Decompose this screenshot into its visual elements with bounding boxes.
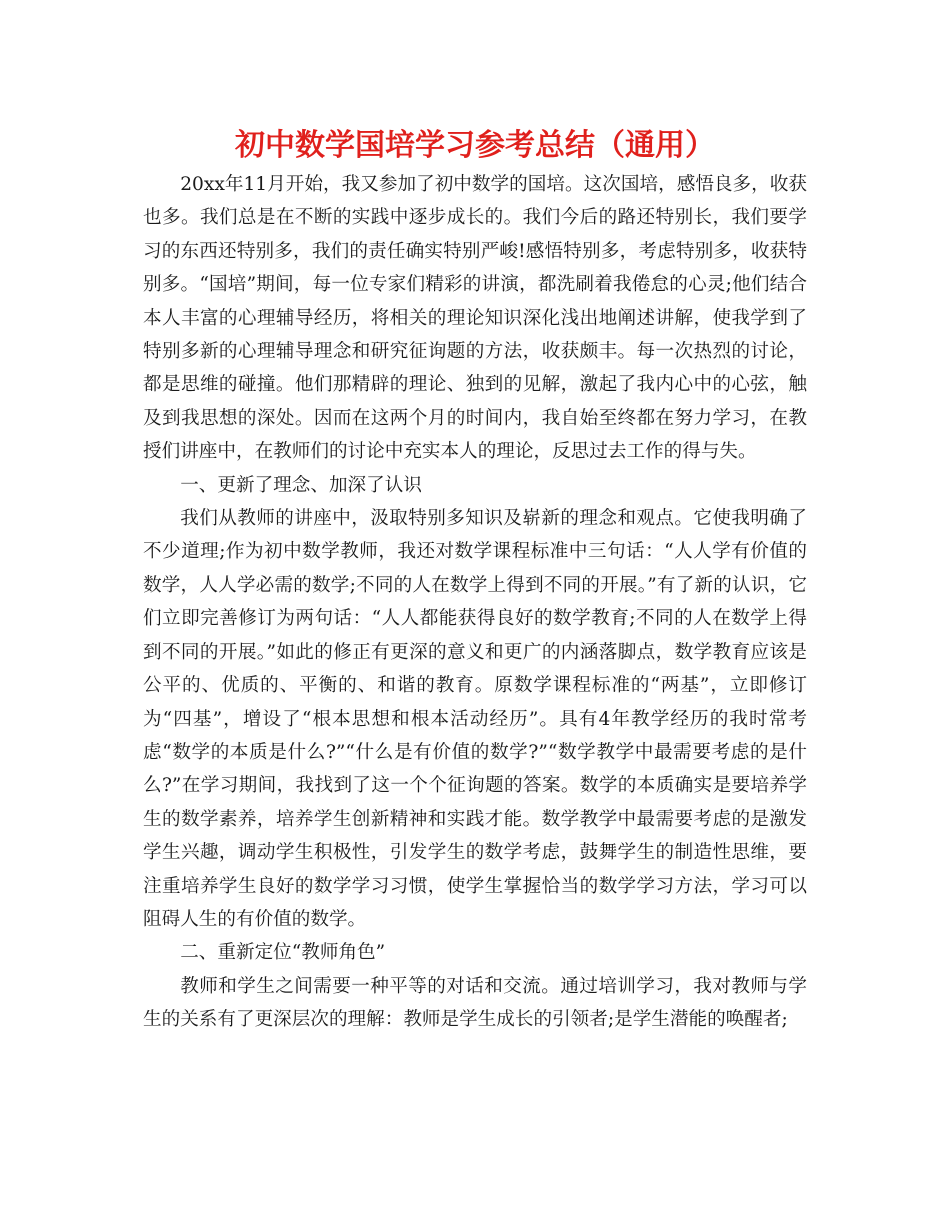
document-title: 初中数学国培学习参考总结（通用） — [235, 128, 715, 163]
paragraph-section-2: 教师和学生之间需要一种平等的对话和交流。通过培训学习，我对教师与学生的关系有了更深层次的理解：教师是学生成长的引领者;是学生潜能的唤醒者; — [143, 975, 807, 1031]
paragraph-intro: 20xx年11月开始，我又参加了初中数学的国培。这次国培，感悟良多，收获也多。我们总是在不断的实践中逐步成长的。我们今后的路还特别长，我们要学习的东西还特别多，我们的责任确实特别严峻!感悟特别多，考虑特别多，收获特别多。“国培”期间，每一位专家们精彩的讲演，都洗刷着我倦怠的心灵;他们结合本人丰富的心理辅导经历，将相关的理论知识深化浅出地阐述讲解，使我学到了特别多新的心理辅导理念和研究征询题的方法，收获颇丰。每一次热烈的讨论，都是思维的碰撞。他们那精辟的理论、独到的见解，激起了我内心中的心弦，触及到我思想的深处。因而在这两个月的时间内，我自始至终都在努力学习，在教授们讲座中，在教师们的讨论中充实本人的理论，反思过去工作的得与失。 — [143, 174, 807, 463]
section-heading-1: 一、更新了理念、加深了认识 — [180, 474, 422, 496]
section-heading-2: 二、重新定位“教师角色” — [180, 942, 386, 964]
document-body — [143, 168, 807, 1037]
paragraph-section-1: 我们从教师的讲座中，汲取特别多知识及崭新的理念和观点。它使我明确了不少道理;作为初中数学教师，我还对数学课程标准中三句话：“人人学有价值的数学，人人学必需的数学;不同的人在数学上得到不同的开展。”有了新的认识，它们立即完善修订为两句话：“人人都能获得良好的数学教育;不同的人在数学上得到不同的开展。”如此的修正有更深的意义和更广的内涵落脚点，数学教育应该是公平的、优质的、平衡的、和谐的教育。原数学课程标准的“两基”，立即修订为“四基”，增设了“根本思想和根本活动经历”。具有4年教学经历的我时常考虑“数学的本质是什么?”“什么是有价值的数学?”“数学教学中最需要考虑的是什么?”在学习期间，我找到了这一个个征询题的答案。数学的本质确实是要培养学生的数学素养，培养学生创新精神和实践才能。数学教学中最需要考虑的是激发学生兴趣，调动学生积极性，引发学生的数学考虑，鼓舞学生的制造性思维，要注重培养学生良好的数学学习习惯，使学生掌握恰当的数学学习方法，学习可以阻碍人生的有价值的数学。 — [143, 508, 807, 930]
document-page — [143, 124, 807, 1037]
